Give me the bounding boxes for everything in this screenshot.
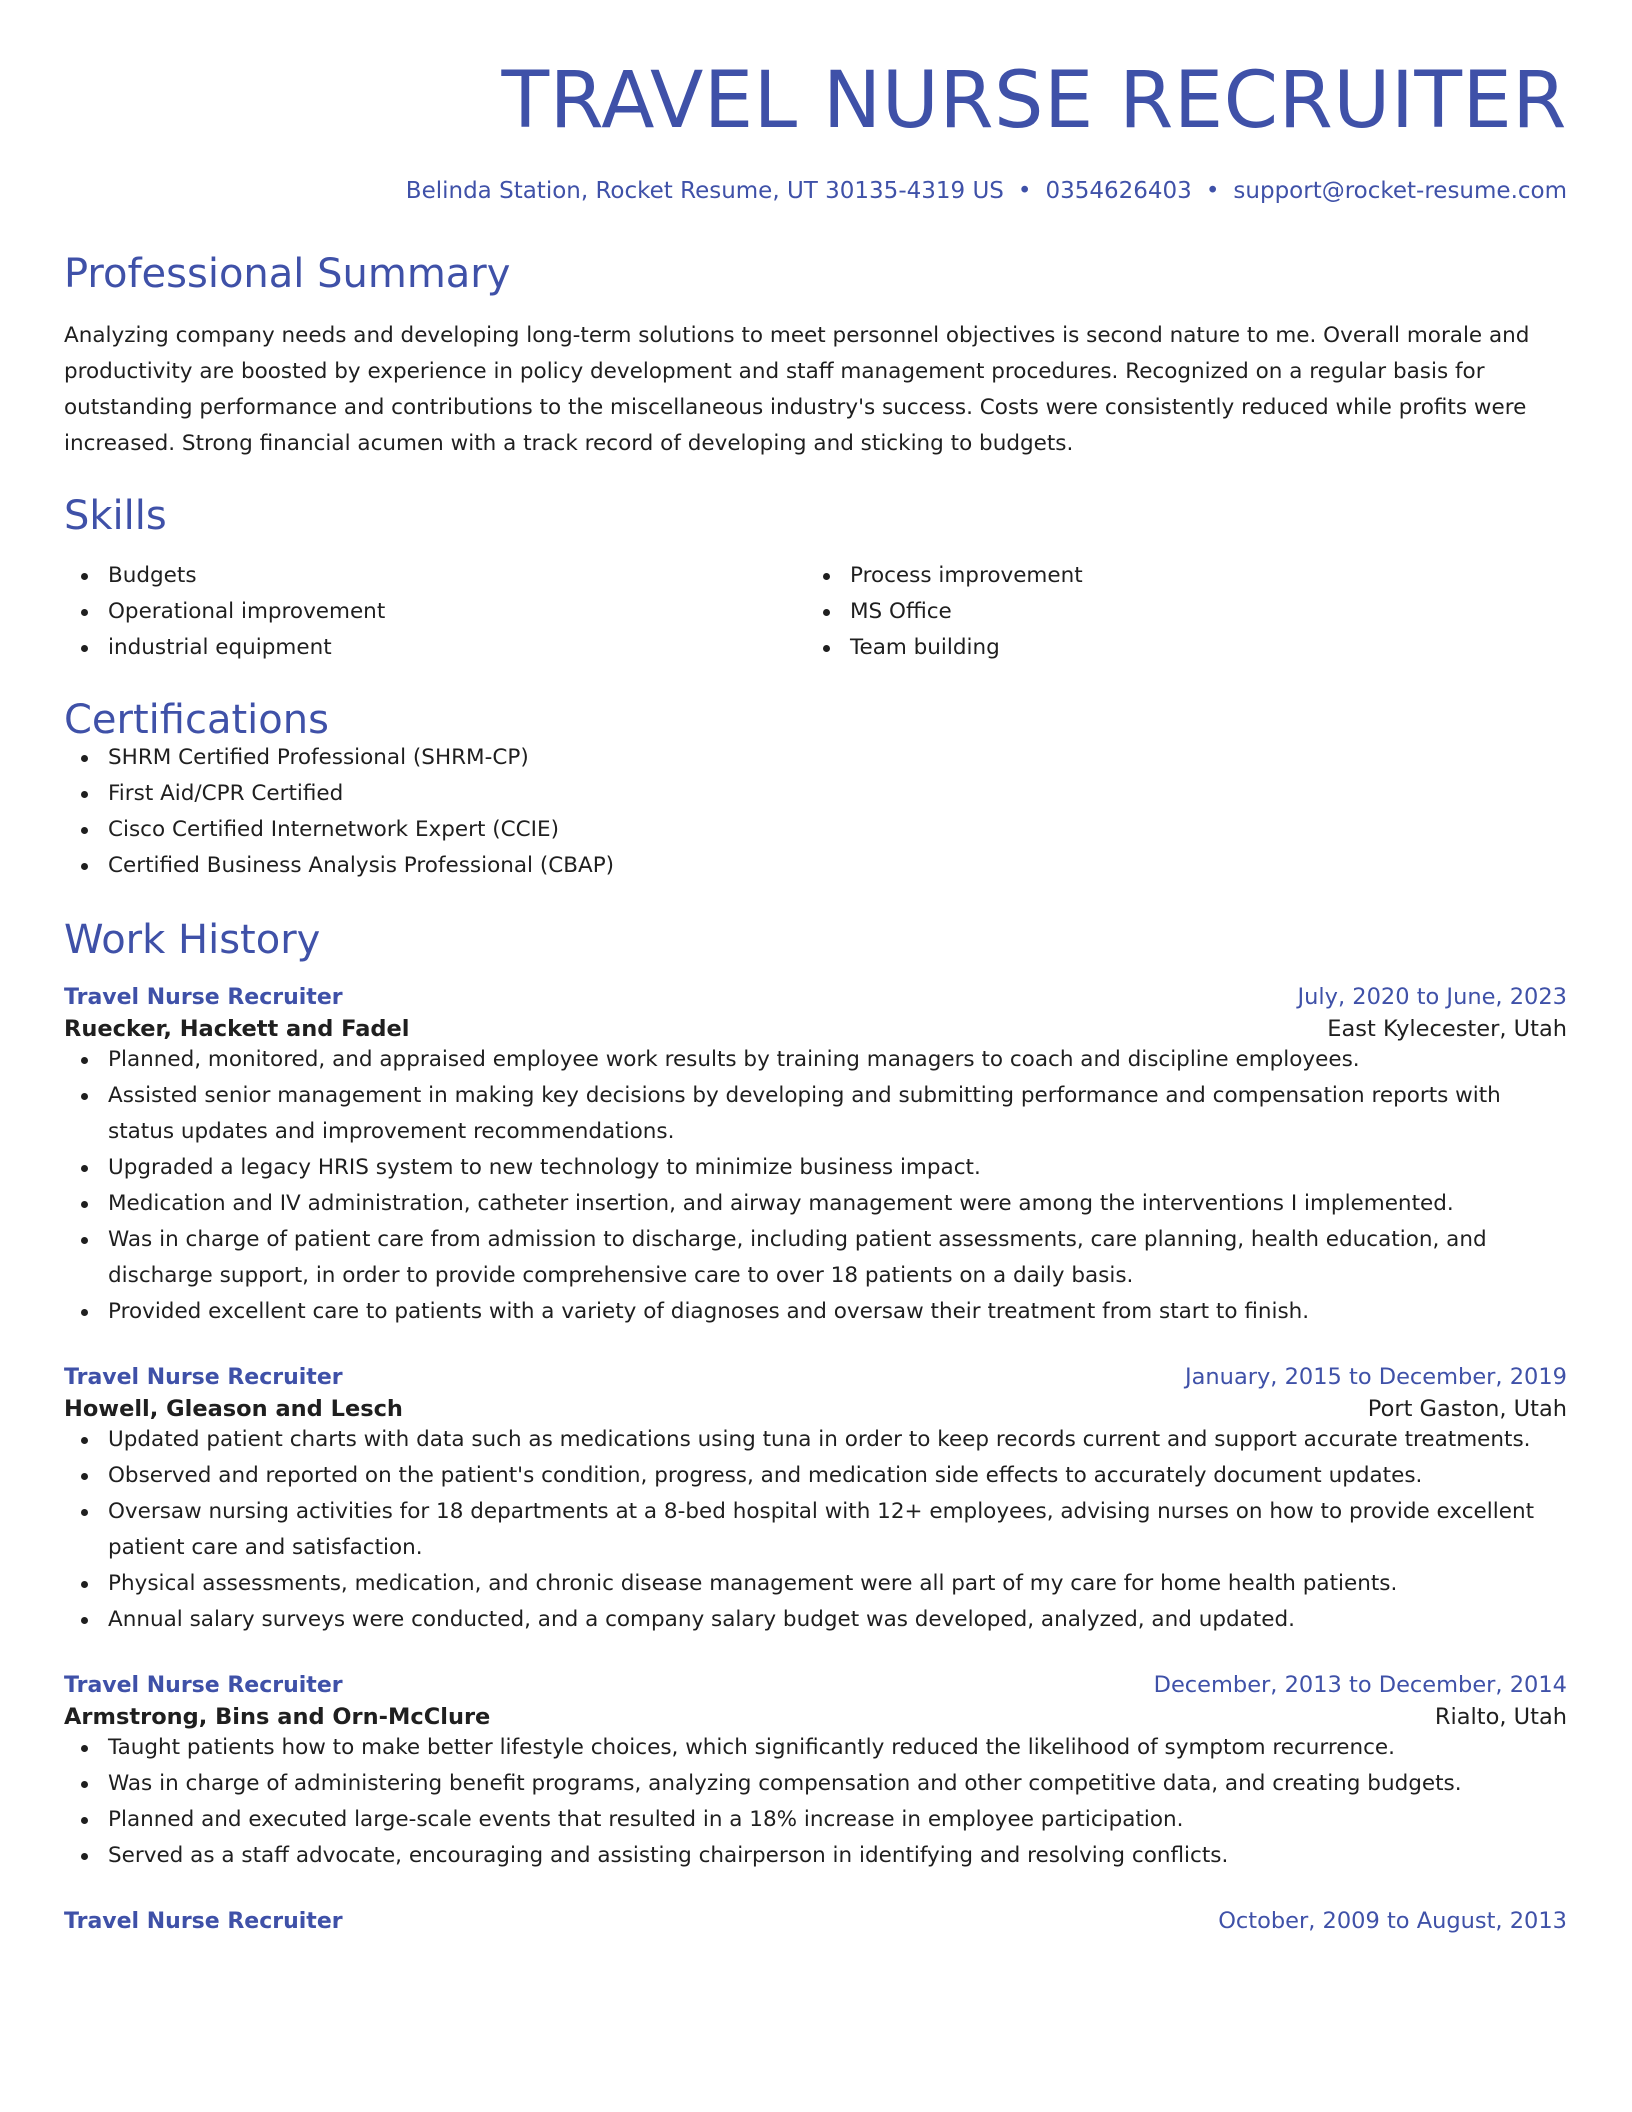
job-title: Travel Nurse Recruiter [64, 985, 343, 1010]
job-company-row [64, 1704, 1567, 1730]
certification-item: SHRM Certified Professional (SHRM-CP) [64, 740, 1567, 776]
job-location: Port Gaston, Utah [1367, 1396, 1567, 1422]
job-title: Travel Nurse Recruiter [64, 1673, 343, 1698]
job-bullet: Physical assessments, medication, and chronic disease management were all part of my care for home health patients. [64, 1566, 1567, 1602]
skills-heading: Skills [64, 493, 167, 539]
certification-item: First Aid/CPR Certified [64, 776, 1567, 812]
certification-item: Cisco Certified Internetwork Expert (CCIE) [64, 812, 1567, 848]
job-dates: July, 2020 to June, 2023 [1297, 984, 1567, 1010]
job-bullet: Medication and IV administration, catheter insertion, and airway management were among the interventions I implemented. [64, 1186, 1567, 1222]
job-bullet: Oversaw nursing activities for 18 departments at a 8-bed hospital with 12+ employees, advising nurses on how to provide excellent patient care and satisfaction. [64, 1494, 1567, 1566]
skill-item: MS Office [806, 594, 1548, 630]
skills-column-left [64, 558, 806, 666]
contact-separator: • [1205, 178, 1220, 204]
skill-item: Process improvement [806, 558, 1548, 594]
resume-name-heading: TRAVEL NURSE RECRUITER [501, 56, 1567, 146]
job-bullet: Annual salary surveys were conducted, and a company salary budget was developed, analyzed, and updated. [64, 1602, 1567, 1638]
job-company: Ruecker, Hackett and Fadel [64, 1016, 410, 1042]
job-bullet: Was in charge of administering benefit programs, analyzing compensation and other competitive data, and creating budgets. [64, 1766, 1567, 1802]
job-entry [64, 1672, 1567, 1874]
certifications-heading: Certifications [64, 697, 329, 743]
contact-email: support@rocket-resume.com [1233, 178, 1567, 204]
skill-item: Operational improvement [64, 594, 806, 630]
certifications-list [64, 740, 1567, 884]
job-entry [64, 984, 1567, 1330]
job-header-row [64, 1672, 1567, 1698]
job-bullet: Taught patients how to make better lifestyle choices, which significantly reduced the likelihood of symptom recurrence. [64, 1730, 1567, 1766]
job-company: Howell, Gleason and Lesch [64, 1396, 403, 1422]
job-entry [64, 1908, 1567, 1934]
summary-heading: Professional Summary [64, 251, 511, 297]
skill-item: Team building [806, 630, 1548, 666]
skill-item: Budgets [64, 558, 806, 594]
job-bullet-list [64, 1042, 1567, 1330]
job-bullet: Was in charge of patient care from admission to discharge, including patient assessments, care planning, health education, and discharge support, in order to provide comprehensive care to over 18 patients on a daily basis. [64, 1222, 1567, 1294]
job-dates: January, 2015 to December, 2019 [1185, 1364, 1567, 1390]
work-history-heading: Work History [64, 917, 321, 963]
job-entry [64, 1364, 1567, 1638]
skills-grid [64, 558, 1567, 666]
job-dates: December, 2013 to December, 2014 [1153, 1672, 1567, 1698]
job-bullet-list [64, 1730, 1567, 1874]
job-bullet: Observed and reported on the patient's condition, progress, and medication side effects to accurately document updates. [64, 1458, 1567, 1494]
job-bullet: Upgraded a legacy HRIS system to new technology to minimize business impact. [64, 1150, 1567, 1186]
contact-line [64, 178, 1567, 204]
job-dates: October, 2009 to August, 2013 [1218, 1908, 1567, 1934]
job-header-row [64, 1364, 1567, 1390]
certification-item: Certified Business Analysis Professional (CBAP) [64, 848, 1567, 884]
resume-page [64, 0, 1567, 1934]
job-company-row [64, 1396, 1567, 1422]
job-bullet: Updated patient charts with data such as medications using tuna in order to keep records current and support accurate treatments. [64, 1422, 1567, 1458]
skills-list-right [806, 558, 1548, 666]
job-bullet: Served as a staff advocate, encouraging and assisting chairperson in identifying and resolving conflicts. [64, 1838, 1567, 1874]
job-bullet-list [64, 1422, 1567, 1638]
job-header-row [64, 984, 1567, 1010]
job-company-row [64, 1016, 1567, 1042]
contact-separator: • [1017, 178, 1032, 204]
job-title: Travel Nurse Recruiter [64, 1365, 343, 1390]
job-bullet: Planned and executed large-scale events that resulted in a 18% increase in employee participation. [64, 1802, 1567, 1838]
skills-list-left [64, 558, 806, 666]
job-location: Rialto, Utah [1434, 1704, 1567, 1730]
contact-phone: 0354626403 [1045, 178, 1192, 204]
job-header-row [64, 1908, 1567, 1934]
job-title: Travel Nurse Recruiter [64, 1909, 343, 1934]
job-company: Armstrong, Bins and Orn-McClure [64, 1704, 491, 1730]
contact-address: Belinda Station, Rocket Resume, UT 30135-4319 US [405, 178, 1004, 204]
summary-text: Analyzing company needs and developing long-term solutions to meet personnel objectives is second nature to me. Overall morale and productivity are boosted by experience in policy development and staff management procedures. Recognized on a regular basis for outstanding performance and contributions to the miscellaneous industry's success. Costs were consistently reduced while profits were increased. Strong financial acumen with a track record of developing and sticking to budgets. [64, 323, 1530, 456]
skills-column-right [806, 558, 1548, 666]
job-bullet: Provided excellent care to patients with a variety of diagnoses and oversaw their treatment from start to finish. [64, 1294, 1567, 1330]
job-bullet: Planned, monitored, and appraised employee work results by training managers to coach and discipline employees. [64, 1042, 1567, 1078]
skill-item: industrial equipment [64, 630, 806, 666]
job-location: East Kylecester, Utah [1327, 1016, 1567, 1042]
job-bullet: Assisted senior management in making key decisions by developing and submitting performance and compensation reports with status updates and improvement recommendations. [64, 1078, 1567, 1150]
